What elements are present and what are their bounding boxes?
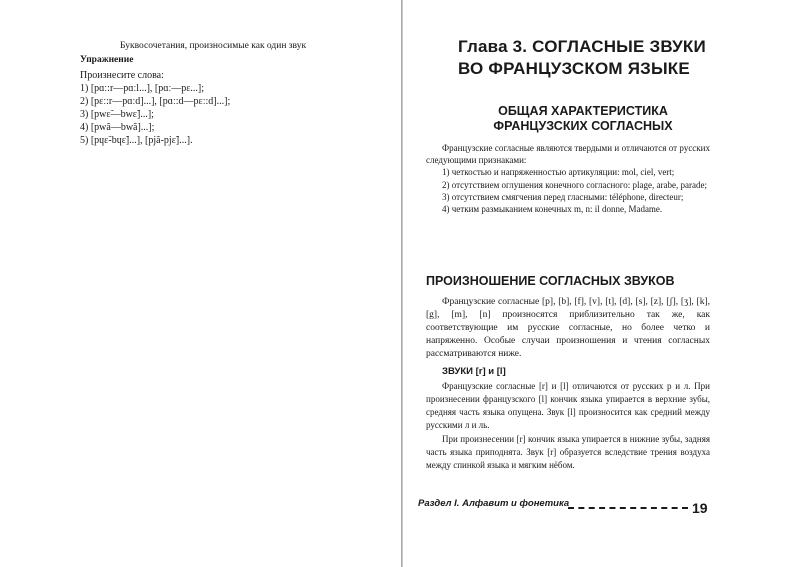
exercise-item: 4) [pwã—bwã]...];	[80, 122, 155, 133]
paragraph: Французские согласные являются твердыми и отличаются от русских следующими признаками:	[426, 143, 710, 166]
exercise-instruction: Произнесите слова:	[80, 70, 164, 81]
chapter-title	[458, 36, 708, 80]
paragraph: Французские согласные [r] и [l] отличаются от русских р и л. При произнесении французского [l] кончик языка упирается в верхние зубы, средняя часть языка опущена. Звук [l] произносится как средний между русскими л и ль.	[426, 381, 710, 430]
section-title-general	[478, 104, 688, 134]
paragraph: При произнесении [r] кончик языка упирается в нижние зубы, задняя часть языка приподнята. Звук [r] образуется вследствие трения воздуха между спинкой языка и мягким нёбом.	[426, 434, 710, 470]
exercise-list	[80, 82, 380, 147]
list-item: 2) отсутствием оглушения конечного согласного: plage, arabe, parade;	[442, 179, 707, 190]
page-fold-divider	[401, 0, 403, 567]
left-page	[80, 40, 380, 147]
list-item: 3) отсутствием смягчения перед гласными: téléphone, directeur;	[442, 191, 684, 202]
exercise-title: Упражнение	[80, 55, 134, 65]
section-body-pronunciation	[426, 296, 710, 361]
section-title-pronunciation: ПРОИЗНОШЕНИЕ СОГЛАСНЫХ ЗВУКОВ	[426, 274, 675, 288]
page-number: 19	[692, 500, 708, 516]
section-title-line: ОБЩАЯ ХАРАКТЕРИСТИКА	[498, 104, 668, 118]
section-body-general	[426, 142, 710, 215]
exercise-item: 5) [pɥɛ̃-bɥɛ̃]...], [pjã-pjɛ̃]...].	[80, 135, 193, 146]
paragraph: Французские согласные [p], [b], [f], [v], [t], [d], [s], [z], [ʃ], [ʒ], [k], [g], [m], [n] произносятся приблизительно так же, как соответствующие им русские согласные, но более четко и напряженно. Особые случаи произношения и чтения согласных рассматриваются ниже.	[426, 297, 710, 359]
section-title-line: ФРАНЦУЗСКИХ СОГЛАСНЫХ	[493, 119, 673, 133]
left-page-heading: Буквосочетания, произносимые как один звук	[120, 41, 307, 51]
chapter-title-line: Глава 3. СОГЛАСНЫЕ ЗВУКИ	[458, 37, 706, 56]
subsection-title: ЗВУКИ [r] и [l]	[442, 366, 506, 377]
list-item: 4) четким размыканием конечных m, n: il donne, Madame.	[442, 204, 663, 215]
subsection-body	[426, 380, 710, 473]
exercise-item: 3) [pwɛ̃—bwɛ̃]...];	[80, 109, 154, 120]
footer-dash-rule	[568, 507, 688, 509]
running-footer: Раздел I. Алфавит и фонетика	[418, 498, 570, 509]
list-item: 1) четкостью и напряженностью артикуляции: mol, ciel, vert;	[442, 167, 675, 178]
right-page	[418, 0, 710, 567]
chapter-title-line: ВО ФРАНЦУЗСКОМ ЯЗЫКЕ	[458, 59, 690, 78]
exercise-item: 2) [pɛː:r—pɑːd]...], [pɑː:d—pɛː:d]...];	[80, 96, 231, 107]
exercise-item: 1) [pɑː:r—pɑːl...], [pɑː—pɛ...];	[80, 83, 205, 94]
